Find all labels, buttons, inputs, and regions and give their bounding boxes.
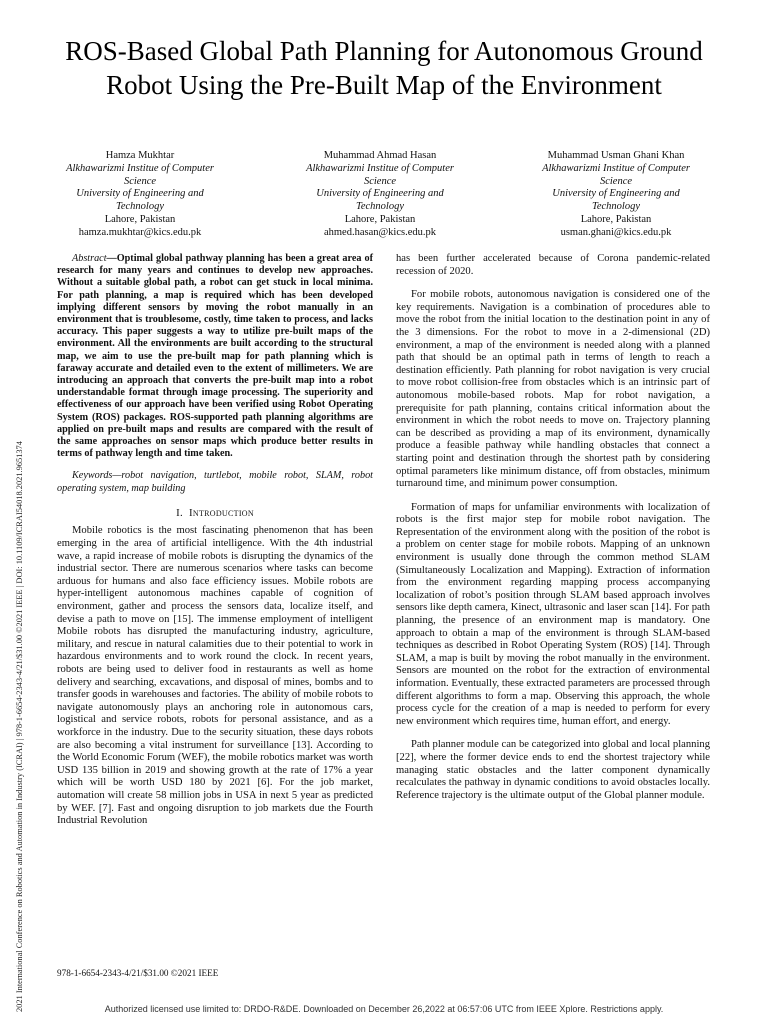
author-affiliation: Alkhawarizmi Institue of Computer Science	[306, 162, 454, 187]
author-university: University of Engineering and Technology	[552, 188, 680, 213]
author-name: Muhammad Ahmad Hasan	[323, 150, 437, 161]
license-footer: Authorized licensed use limited to: DRDO-R&DE. Downloaded on December 26,2022 at 06:57:06 UTC from IEEE Xplore. Restrictions apply.	[104, 1004, 664, 1014]
author-2	[295, 150, 465, 240]
paper-title: ROS-Based Global Path Planning for Autonomous Ground Robot Using the Pre-Built Map of the Environment	[65, 36, 703, 100]
author-university: University of Engineering and Technology	[316, 188, 444, 213]
abstract-label: Abstract	[72, 253, 107, 264]
planner-paragraph: Path planner module can be categorized into global and local planning [22], where the former device ends to end the shortest trajectory while managing static obstacles and the latter component dynamically recalculates the pathway in dynamic conditions to avoid obstacles locally. Reference trajectory is the ultimate output of the Global planner module.	[396, 739, 710, 801]
author-name: Hamza Mukhtar	[105, 150, 175, 161]
author-email: usman.ghani@kics.edu.pk	[560, 226, 672, 238]
author-email: ahmed.hasan@kics.edu.pk	[323, 226, 436, 238]
section-heading	[57, 507, 373, 520]
author-location: Lahore, Pakistan	[344, 213, 416, 225]
author-affiliation: Alkhawarizmi Institue of Computer Science	[542, 162, 690, 187]
abstract	[57, 253, 373, 460]
author-email: hamza.mukhtar@kics.edu.pk	[78, 226, 202, 238]
abstract-text: —Optimal global pathway planning has been a great area of research for many years and continues to develop new approaches. Without a suitable global path, a robot can get stuck in local minima. For path planning, a map is required which has been developed implying different sensors by moving the robot manually in an environment that is troublesome, costly, time taken to process, and lacks accuracy. This paper suggests a way to utilize pre-built maps of the environment. All the environments are built according to the structural map, we aim to use the pre-built map for path planning which is faraway accurate and detailed even to the extent of millimeters. We are introducing an approach that converts the pre-built map into a robot understandable format through image processing. The superiority and effectiveness of our approach have been verified using Robot Operating System (ROS) packages. ROS-supported path planning algorithms are applied on pre-built maps and results are compared with the result of the same approaches on sensor maps which produce better results in terms of pathway length and time taken.	[57, 253, 373, 460]
mapping-paragraph: Formation of maps for unfamiliar environments with localization of robots is the first major step for mobile robot navigation. The Representation of the environment along with the position of the robot is a problem on center stage for mobile robots. Mapping of an unknown environment is usually done through the common method SLAM (Simultaneously Localization and Mapping). Extraction of information from the environment regarding mapping process accompanying localization of robot’s position through SLAM based approach involves sensors like depth camera, Kinect, ultrasonic and laser scan [14]. For path planning, the presence of an environment map is mandatory. One approach to obtain a map of the environment is through SLAM-based techniques as described in Robot Operating System (ROS) [14]. Through SLAM, a map is built by moving the robot manually in the environment. Sensors are mounted on the robot for the extraction of environmental information. Eventually, these extracted parameters are processed through different algorithms to form a map. Observing this approach, the whole process cycle for the creation of a map is needed to perform for every new environment which requires time, human effort, and energy.	[396, 501, 710, 727]
author-3	[531, 150, 701, 240]
author-1	[55, 150, 225, 240]
continued-paragraph: has been further accelerated because of Corona pandemic-related recession of 2020.	[396, 253, 710, 277]
author-name: Muhammad Usman Ghani Khan	[547, 150, 685, 161]
conference-side-note: 2021 International Conference on Robotics and Automation in Industry (ICRAI) | 978-1-6654-2343-4/21/$31.00 ©2021 IEEE | DOI: 10.1109/ICRAI54018.2021.9651374	[15, 441, 24, 1012]
section-number: I.	[176, 506, 183, 519]
navigation-paragraph: For mobile robots, autonomous navigation is considered one of the key requirements. Navigation is a combination of procedures able to move the robot from the initial location to the destination point in any of the 3 dimensions. For the robot to move in a 2-dimensional (2D) environment, a map of the environment is needed along with a planned path that should be an optimal path in terms of length to reach a destination efficiently. Path planning for robot navigation is very crucial to move robot collision-free from obstacles which is an intrinsic part of autonomous mobile-based robots. Map for robot navigation, a prerequisite for path planning, contains critical information about the environment in which the robot needs to move on. Trajectory planning can be described as providing a map of its environment, dynamically produce a feasible pathway while handling obstacles that connect a starting point and destination through the shortest path by considering optimal parameters like minimum distance, off from obstacles, minimum turnaround time, and minimum power consumption.	[396, 289, 710, 490]
author-university: University of Engineering and Technology	[76, 188, 204, 213]
author-location: Lahore, Pakistan	[104, 213, 176, 225]
keywords: Keywords—robot navigation, turtlebot, mobile robot, SLAM, robot operating system, map building	[57, 470, 373, 494]
left-column	[57, 253, 373, 828]
section-title: Introduction	[188, 506, 254, 519]
intro-paragraph: Mobile robotics is the most fascinating phenomenon that has been emerging in the area of artificial intelligence. With the 4th industrial wave, a rapid increase of mobile robots is disrupting the dynamics of the industrial sector. There are numerous scenarios where tasks can become arduous for humans and also face efficiency issues. Mobile robots are hyper-intelligent autonomous machines capable of cognition of environment, gather and process the sensors data, localize itself, and devise a path to move on [15]. The immense employment of intelligent Mobile robots has disrupted the manufacturing industry, agriculture, military, and rescue in natural calamities due to their potential to work in hazardous environments and to work round the clock. In recent years, robots are being used to deliver food in restaurants as well as home delivery and searching, excavations, and disposal of mines, bombs and to transfer goods in warehouses and factories. The ability of mobile robots to navigate autonomously plays an anchoring role in autonomous cars, logistical and service robots, robots for personal assistance, and as a workforce in the industry. Due to the security situation, these days robots are also becoming a vital instrument for surveillance [13]. According to the World Economic Forum (WEF), the mobile robotics market was worth USD 135 billion in 2019 and showing growth at the rate of 17% a year which will be worth USD 180 by 2021 [6]. For the job market, automation will create 58 million jobs in USA in next 5 year as predicted by WEF. [7]. Fast and ongoing disruption to job markets due the Fourth Industrial Revolution	[57, 525, 373, 827]
author-affiliation: Alkhawarizmi Institue of Computer Science	[66, 162, 214, 187]
copyright-line: 978-1-6654-2343-4/21/$31.00 ©2021 IEEE	[57, 968, 219, 978]
right-column	[396, 253, 710, 802]
author-location: Lahore, Pakistan	[580, 213, 652, 225]
author-block	[55, 150, 715, 240]
